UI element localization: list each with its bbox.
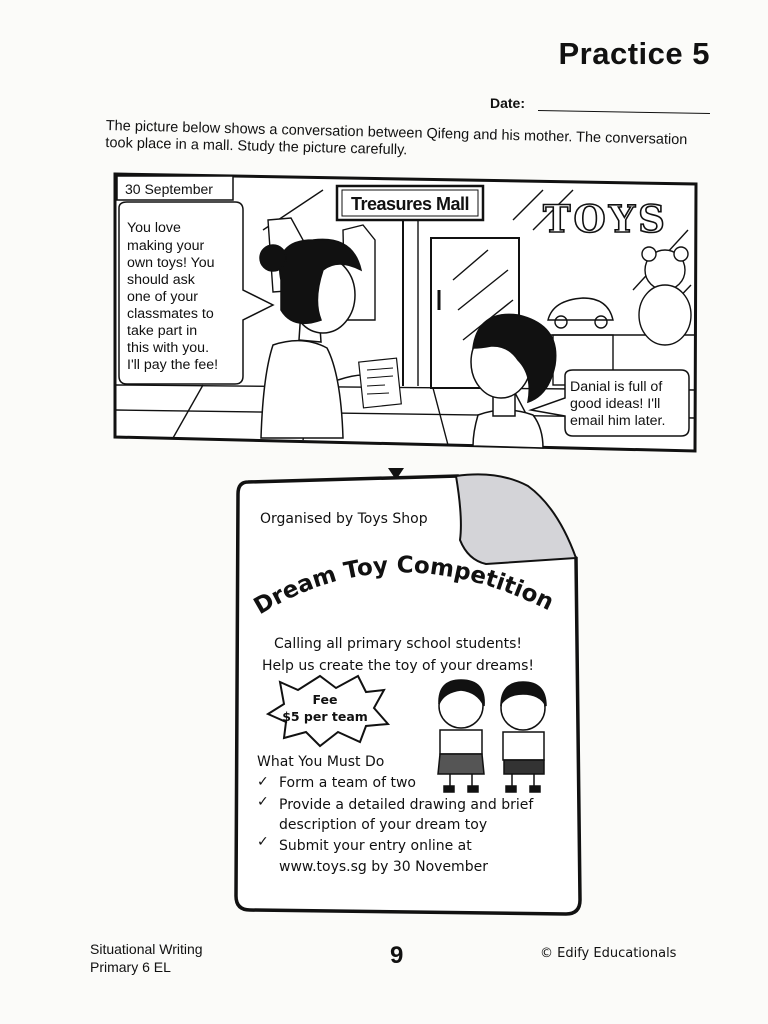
fee-label: Fee [312, 692, 338, 707]
footer-publisher: © Edify Educationals [540, 946, 677, 961]
comic-scene [113, 170, 699, 454]
page-title: Practice 5 [558, 36, 710, 71]
svg-text:email him later.: email him later. [570, 413, 666, 429]
rule-3-text-cont: www.toys.sg by 30 November [279, 859, 488, 875]
competition-flyer [228, 468, 588, 918]
rule-1-check: ✓ [257, 774, 269, 790]
scene-date-tag: 30 September [125, 181, 213, 197]
mall-sign: Treasures Mall [350, 194, 470, 214]
svg-text:I'll pay the fee!: I'll pay the fee! [127, 357, 219, 373]
toys-shop-sign: TOYS [543, 197, 668, 241]
svg-text:own toys! You: own toys! You [127, 255, 215, 271]
svg-text:good ideas! I'll: good ideas! I'll [570, 396, 661, 412]
svg-text:You love: You love [127, 220, 181, 236]
rules-heading: What You Must Do [257, 754, 385, 770]
svg-text:Danial is full of: Danial is full of [570, 379, 663, 395]
flyer-curled-corner [456, 474, 576, 564]
svg-text:making your: making your [127, 238, 205, 254]
footer-series-line-2: Primary 6 EL [90, 959, 171, 975]
flyer-organiser: Organised by Toys Shop [260, 511, 428, 527]
date-label: Date: [490, 95, 526, 111]
flyer-tagline-2: Help us create the toy of your dreams! [261, 658, 535, 674]
flyer-in-hand [359, 358, 402, 408]
rule-2-text: Provide a detailed drawing and brief [279, 797, 534, 813]
rule-1-text: Form a team of two [279, 775, 416, 791]
rule-2-check: ✓ [257, 794, 269, 810]
rule-3-text: Submit your entry online at [279, 838, 472, 854]
boy-speech [570, 379, 665, 429]
svg-text:take part in: take part in [127, 323, 198, 339]
rule-2-text-cont: description of your dream toy [279, 817, 488, 833]
flyer-title: Dream Toy Competition [249, 552, 558, 620]
flyer-tagline-1: Calling all primary school students! [273, 636, 523, 652]
footer-series [90, 940, 203, 976]
footer-series-line-1: Situational Writing [90, 941, 203, 957]
svg-text:should ask: should ask [127, 272, 195, 288]
svg-text:classmates to: classmates to [127, 306, 214, 322]
rule-3-check: ✓ [257, 834, 269, 850]
page-number: 9 [390, 942, 404, 969]
fee-value: $5 per team [282, 709, 368, 724]
date-line[interactable] [538, 110, 710, 114]
svg-text:one of your: one of your [127, 289, 198, 305]
intro-paragraph: The picture below shows a conversation between Qifeng and his mother. The conversation took place in a mall. Study the picture carefully. [105, 118, 688, 159]
svg-text:this with you.: this with you. [127, 340, 210, 356]
